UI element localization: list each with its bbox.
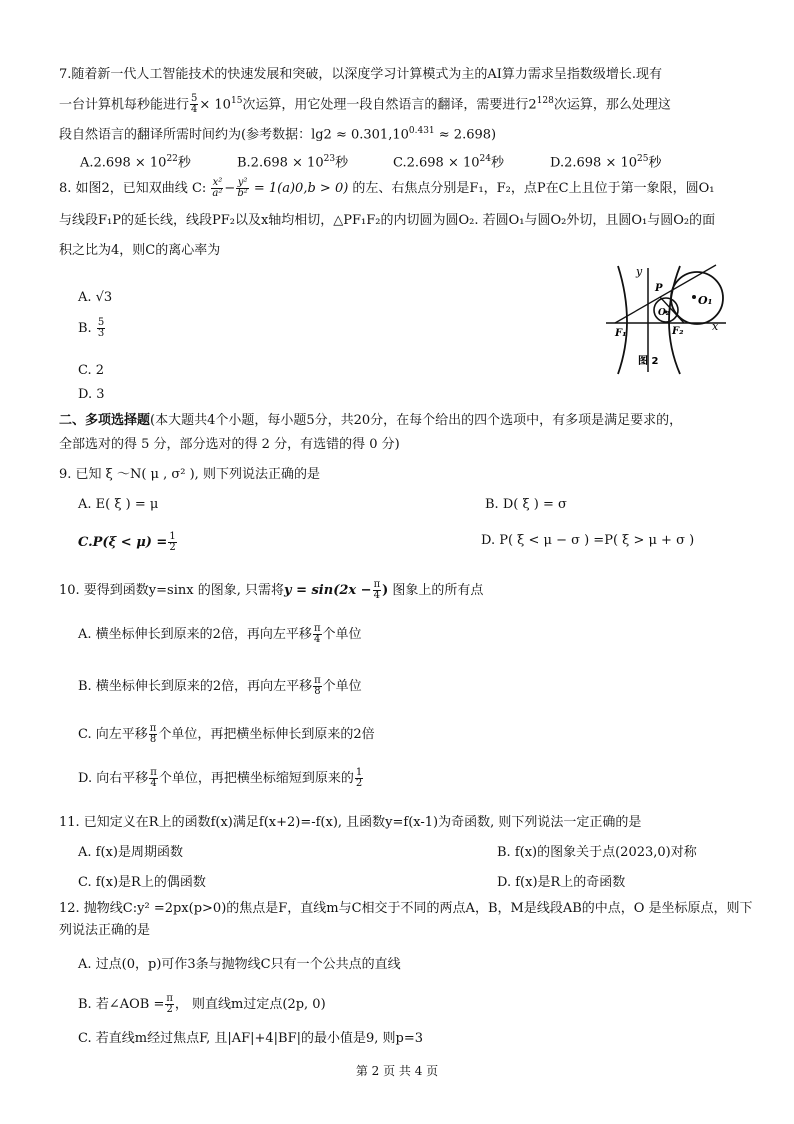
q9-stem: 9. 已知 ξ ～N( μ , σ² ), 则下列说法正确的是 — [59, 467, 320, 482]
label-x: x — [712, 320, 719, 333]
q9-option-d: D. P( ξ < μ − σ ) =P( ξ > μ + σ ) — [481, 533, 695, 548]
label-p: P — [655, 283, 663, 294]
q7-fraction: $\frac{5}{4}$ — [191, 93, 198, 116]
q8-line-2: 与线段F₁P的延长线，线段PF₂以及x轴均相切，△PF₁F₂的内切圆为圆O₂. 若圆O₁与圆O₂外切，且圆O₁与圆O₂的面 — [59, 213, 716, 228]
q12-line-1: 12. 抛物线C:y² =2px(p>0)的焦点是F，直线m与C相交于不同的两点A，B，M是线段AB的中点，O 是坐标原点，则下 — [59, 901, 753, 916]
q11-stem: 11. 已知定义在R上的函数f(x)满足f(x+2)=-f(x), 且函数y=f(x-1)为奇函数, 则下列说法一定正确的是 — [59, 815, 642, 830]
label-f1: F₁ — [615, 328, 627, 339]
q11-option-d: D. f(x)是R上的奇函数 — [497, 875, 626, 890]
q8-line-1: 8. 如图2，已知双曲线 C: $\frac{\text{x²}}{\text{a²}}$ − $\frac{\text{y²}}{\text{b²}}$ = 1(a)0,b > 0) 的左、右焦点分别是F₁，F₂，点P在C上且位于第一象限，圆O₁ — [59, 177, 715, 199]
label-f2: F₂ — [672, 326, 684, 337]
q7-line-3: 段自然语言的翻译所需时间约为(参考数据：$\lg 2 \approx 0.301,10^{0.431} \approx 2.698$) — [59, 126, 497, 143]
q8-option-c: C. 2 — [78, 363, 105, 378]
q8-option-d: D. 3 — [78, 387, 105, 402]
q12-option-b: B. 若∠AOB = $\frac{\pi}{2}$ ， 则直线m过定点(2p, 0) — [78, 993, 326, 1015]
label-o2: O₂ — [658, 308, 670, 318]
q7-option-b: $B.2.698 \times 10^{23}$秒 — [237, 154, 349, 171]
q7-line-2: 一台计算机每秒能进行 $\frac{5}{4}$ × $10^{15}$次运算，用它处理一段自然语言的翻译，需要进行$2^{128}$次运算，那么处理这 — [59, 93, 671, 116]
q8-option-a: A. √3 — [78, 290, 113, 305]
q10-stem: 10. 要得到函数y=sinx 的图象, 只需将y = sin(2x − $\frac{\pi}{4}$ ) 图象上的所有点 — [59, 579, 484, 601]
circle-o1 — [671, 272, 723, 324]
page-footer: 第 2 页 共 4 页 — [355, 1064, 439, 1078]
q9-option-a: A. E( ξ ) = μ — [78, 497, 159, 512]
right-branch — [669, 266, 680, 374]
q7-option-a: $A.2.698 \times 10^{22}$秒 — [80, 154, 191, 171]
q11-option-b: B. f(x)的图象关于点(2023,0)对称 — [497, 845, 697, 860]
q11-option-c: C. f(x)是R上的偶函数 — [78, 875, 206, 890]
label-o1: O₁ — [698, 294, 713, 307]
q10-option-c: C. 向左平移 $\frac{\pi}{8}$ 个单位，再把横坐标伸长到原来的2倍 — [78, 723, 375, 745]
section-2-line-1: 二、多项选择题(本大题共4个小题，每小题5分，共20分，在每个给出的四个选项中，有多项是满足要求的， — [59, 413, 683, 428]
hyperbola-figure — [598, 260, 730, 376]
q7-option-c: $C.2.698 \times 10^{24}$秒 — [393, 154, 504, 171]
figure-caption: 图 2 — [638, 356, 659, 367]
q12-option-c: C. 若直线m经过焦点F, 且|AF|+4|BF|的最小值是9, 则p=3 — [78, 1031, 424, 1046]
q7-option-d: $D.2.698 \times 10^{25}$秒 — [550, 154, 662, 171]
q7-line-1: 7.随着新一代人工智能技术的快速发展和突破，以深度学习计算模式为主的AI算力需求呈指数级增长.现有 — [59, 67, 663, 82]
q12-line-2: 列说法正确的是 — [59, 923, 151, 938]
center-o1 — [692, 295, 696, 299]
q9-option-b: B. D( ξ ) = σ — [485, 497, 567, 512]
label-y: y — [636, 265, 643, 278]
q10-option-d: D. 向右平移 $\frac{\pi}{4}$ 个单位，再把横坐标缩短到原来的 $\frac{1}{2}$ — [78, 767, 363, 789]
q11-option-a: A. f(x)是周期函数 — [78, 845, 183, 860]
section-2-line-2: 全部选对的得 5 分，部分选对的得 2 分，有选错的得 0 分) — [59, 437, 400, 452]
q12-option-a: A. 过点(0，p)可作3条与抛物线C只有一个公共点的直线 — [78, 957, 401, 972]
q10-option-b: B. 横坐标伸长到原来的2倍，再向左平移 $\frac{\pi}{8}$ 个单位 — [78, 675, 362, 697]
q9-option-c: C.P(ξ < μ) = $\frac{1}{2}$ — [78, 531, 176, 553]
q8-option-b: B. $\frac{5}{3}$ — [78, 317, 105, 339]
q10-option-a: A. 横坐标伸长到原来的2倍，再向左平移 $\frac{\pi}{4}$ 个单位 — [78, 623, 362, 645]
q8-line-3: 积之比为4，则C的离心率为 — [59, 243, 221, 258]
